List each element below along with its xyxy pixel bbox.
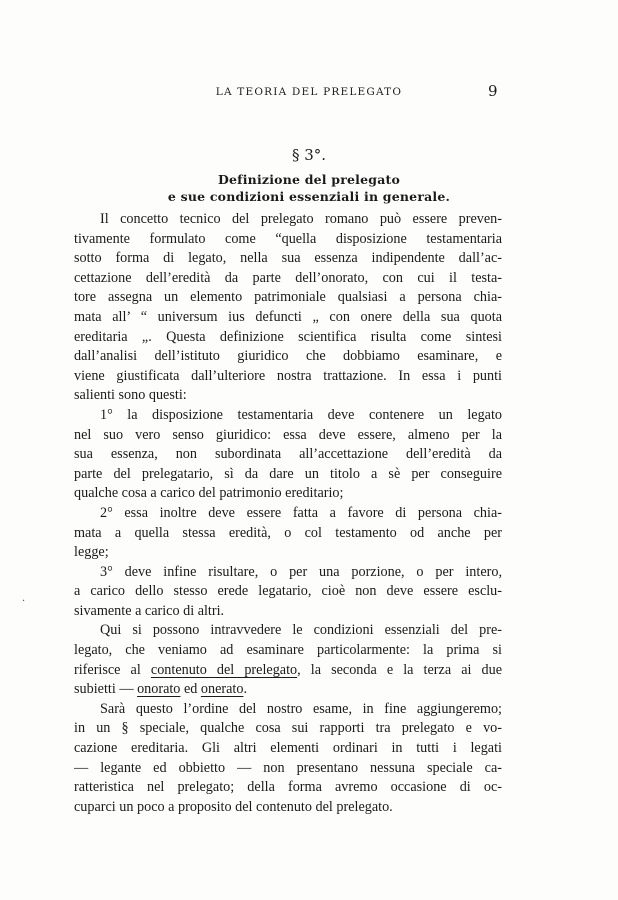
underlined-phrase: contenuto del prelegato <box>150 661 298 678</box>
text-line: cuparci un poco a proposito del contenuto del prelegato. <box>74 798 393 815</box>
underlined-phrase: onerato <box>200 681 244 698</box>
paragraph-2 <box>74 406 502 504</box>
text-line: ereditaria „. Questa definizione scientifica risulta come sintesi <box>74 328 502 345</box>
text-line: cettazione dell’eredità da parte dell’onorato, con cui il testa- <box>74 269 502 286</box>
running-title: LA TEORIA DEL PRELEGATO <box>215 86 403 98</box>
section-number: § 3°. <box>291 146 327 164</box>
text-line <box>74 680 502 700</box>
text-segment: . <box>243 681 247 698</box>
text-line: — legante ed obbietto — non presentano nessuna speciale ca- <box>74 759 502 776</box>
paragraph-1 <box>74 210 502 406</box>
text-segment: , la seconda e la terza ai due <box>297 661 502 678</box>
text-line: sivamente a carico di altri. <box>74 602 225 619</box>
text-line: legato, che veniamo ad esaminare particolarmente: la prima si <box>74 642 502 659</box>
text-line: mata all’ “ universum ius defuncti „ con onere della sua quota <box>74 308 502 325</box>
text-line: sua essenza, non subordinata all’accettazione dell’eredità da <box>74 446 502 463</box>
text-line: in un § speciale, qualche cosa sui rapporti tra prelegato e vo- <box>74 720 502 737</box>
text-line: parte del prelegatario, sì da dare un titolo a sè per conseguire <box>74 465 502 482</box>
text-line: Il concetto tecnico del prelegato romano può essere preven- <box>100 211 502 227</box>
paragraph-5 <box>74 621 502 699</box>
section-title-line-1: Definizione del prelegato <box>217 172 401 187</box>
text-line: 3° deve infine risultare, o per una porzione, o per intero, <box>100 563 502 580</box>
page-number: 9 <box>488 82 498 100</box>
text-segment: riferisce al <box>74 661 151 678</box>
text-line: tivamente formulato come “quella disposizione testamentaria <box>74 230 502 247</box>
text-line: a carico dello stesso erede legatario, cioè non deve essere esclu- <box>74 583 502 600</box>
text-line: sotto forma di legato, nella sua essenza indipendente dall’ac- <box>74 250 502 267</box>
text-line: viene giustificata dall’ulteriore nostra trattazione. In essa i punti <box>74 367 502 384</box>
text-segment: subietti — <box>74 681 138 698</box>
paragraph-6 <box>74 700 502 818</box>
paragraph-4 <box>74 563 502 622</box>
text-line: legge; <box>74 544 109 561</box>
text-segment: ed <box>180 681 201 698</box>
text-line: ratteristica nel prelegato; della forma avremo occasione di oc- <box>74 779 502 796</box>
paragraph-3 <box>74 504 502 563</box>
text-line: cazione ereditaria. Gli altri elementi ordinari in tutti i legati <box>74 740 502 757</box>
text-line: salienti sono questi: <box>74 387 187 404</box>
text-line: Sarà questo l’ordine del nostro esame, in fine aggiungeremo; <box>100 700 502 717</box>
margin-mark: · <box>22 596 26 607</box>
section-title-line-2: e sue condizioni essenziali in generale. <box>167 189 451 204</box>
text-line: 1° la disposizione testamentaria deve contenere un legato <box>100 406 502 423</box>
body-text <box>74 210 502 817</box>
text-line: 2° essa inoltre deve essere fatta a favore di persona chia- <box>100 504 502 521</box>
text-line: Qui si possono intravvedere le condizioni essenziali del pre- <box>100 622 502 639</box>
text-line: dall’analisi dell’istituto giuridico che dobbiamo esaminare, e <box>74 348 502 365</box>
text-line: nel suo vero senso giuridico: essa deve essere, almeno per la <box>74 426 502 443</box>
text-line <box>74 661 502 681</box>
text-line: tore assegna un elemento patrimoniale qualsiasi a persona chia- <box>74 289 502 306</box>
text-line: qualche cosa a carico del patrimonio ereditario; <box>74 485 344 502</box>
underlined-phrase: onorato <box>137 681 181 698</box>
text-line: mata a quella stessa eredità, o col testamento od anche per <box>74 524 502 541</box>
